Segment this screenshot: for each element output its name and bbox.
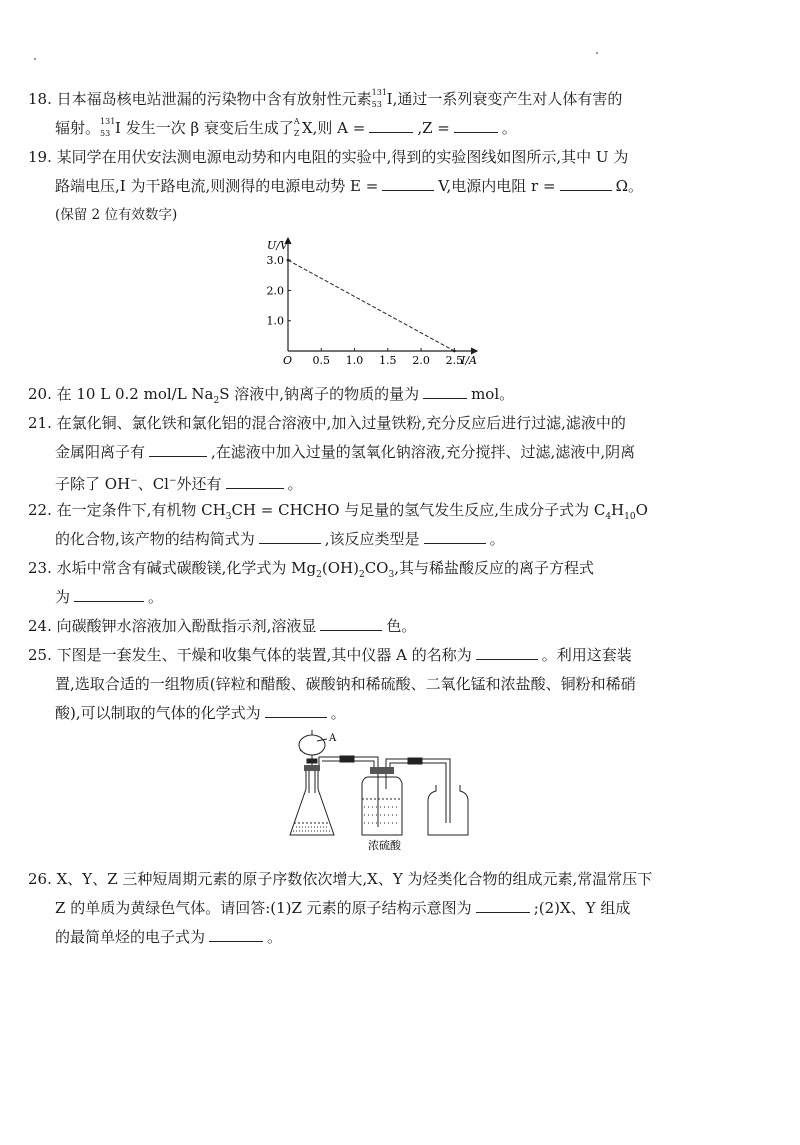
question-25-line-1: 25. 下图是一套发生、干燥和收集气体的装置,其中仪器 A 的名称为 。利用这套装 (28, 646, 632, 664)
answer-blank-emf[interactable] (382, 176, 434, 191)
origin-label: O (283, 354, 293, 367)
question-21-line-2: 金属阳离子有 ,在滤液中加入过量的氢氧化钠溶液,充分搅拌、过滤,滤液中,阴离 (55, 443, 636, 461)
collecting-bottle (428, 785, 468, 835)
x-axis-label: I/A (461, 354, 477, 367)
x-tick-label: 2.0 (412, 354, 430, 367)
y-tick-label: 2.0 (266, 284, 284, 298)
connecting-tube-1 (319, 756, 378, 767)
answer-blank-cations[interactable] (149, 442, 207, 457)
question-19-line-1: 19. 某同学在用伏安法测电源电动势和内电阻的实验中,得到的实验图线如图所示,其中 U 为 (28, 148, 629, 166)
answer-blank-sodium[interactable] (423, 384, 467, 399)
question-25-line-3: 酸),可以制取的气体的化学式为 。 (55, 704, 346, 722)
answer-blank-resistance[interactable] (560, 176, 612, 191)
question-22-line-1: 22. 在一定条件下,有机物 $CH_3CH$ = CHCHO 与足量的氢气发生反应,生成分子式为 $C_4H_{10}O$ (28, 501, 648, 522)
x-notation: A Z (293, 117, 300, 138)
x-tick-label: 2.5 (445, 354, 464, 367)
question-21-line-1: 21. 在氯化铜、氯化铁和氯化铝的混合溶液中,加入过量铁粉,充分反应后进行过滤,滤液中的 (28, 414, 626, 432)
answer-blank-gas[interactable] (265, 703, 327, 718)
answer-blank-structure[interactable] (259, 529, 321, 544)
answer-blank-ionic-equation[interactable] (74, 587, 144, 602)
answer-blank-reaction-type[interactable] (424, 529, 486, 544)
answer-blank-atomic-structure[interactable] (476, 898, 530, 913)
answer-blank-z[interactable] (454, 118, 498, 133)
u-i-chart (255, 232, 495, 372)
x-tick-label: 1.5 (379, 354, 397, 367)
u-i-line (288, 260, 454, 351)
conical-flask (290, 765, 334, 835)
question-24: 24. 向碳酸钾水溶液加入酚酞指示剂,溶液显 色。 (28, 617, 417, 635)
y-axis-label: U/V (267, 239, 288, 252)
scan-speck (596, 52, 598, 54)
question-25-line-2: 置,选取合适的一组物质(锌粒和醋酸、碳酸钠和稀硫酸、二氧化锰和浓盐酸、铜粉和稀硝 (55, 675, 636, 693)
isotope-notation: 131 53 (371, 88, 387, 109)
question-23-line-2: 为 。 (55, 588, 164, 606)
question-21-line-3: 子除了 OH−、Cl−外还有 。 (55, 475, 303, 493)
answer-blank-color[interactable] (320, 616, 382, 631)
question-19-line-3: (保留 2 位有效数字) (55, 207, 178, 223)
answer-blank-electron-formula[interactable] (209, 927, 263, 942)
label-a: A (329, 733, 337, 744)
question-26-line-1: 26. X、Y、Z 三种短周期元素的原子序数依次增大,X、Y 为烃类化合物的组成元素,常温常压下 (28, 870, 653, 888)
gas-apparatus-diagram (282, 727, 482, 857)
isotope-notation: 131 53 (100, 117, 116, 138)
y-tick-label: 1.0 (266, 314, 284, 328)
connecting-tube-2 (386, 758, 450, 823)
answer-blank-anions[interactable] (226, 474, 284, 489)
question-20: 20. 在 10 L 0.2 mol/L $Na_2S$ 溶液中,钠离子的物质的量为 mol。 (28, 385, 515, 406)
question-23-line-1: 23. 水垢中常含有碱式碳酸镁,化学式为 $Mg_2(OH)_2CO_3$,其与稀盐酸反应的离子方程式 (28, 559, 594, 580)
x-tick-label: 1.0 (345, 354, 364, 367)
scan-speck (34, 58, 36, 60)
x-tick-label: 0.5 (312, 354, 331, 367)
question-18-line-1: 18. 日本福岛核电站泄漏的污染物中含有放射性元素 131 53 I,通过一系列衰变产生对人体有害的 (28, 88, 623, 109)
y-tick-label: 3.0 (266, 254, 284, 268)
u-i-endpoint (453, 350, 456, 353)
wash-bottle (362, 767, 402, 835)
question-26-line-3: 的最简单烃的电子式为 。 (55, 928, 283, 946)
question-22-line-2: 的化合物,该产物的结构简式为 ,该反应类型是 。 (55, 530, 505, 548)
u-i-endpoint (287, 259, 290, 262)
answer-blank-instrument[interactable] (476, 645, 538, 660)
question-18-line-2: 辐射。 131 53 I 发生一次 β 衰变后生成了 A Z X,则 A = ,Z = 。 (55, 117, 517, 138)
question-19-line-2: 路端电压,I 为干路电流,则测得的电源电动势 E = V,电源内电阻 r = Ω。 (55, 177, 643, 195)
answer-blank-a[interactable] (369, 118, 413, 133)
label-concentrated-sulfuric-acid: 浓硫酸 (368, 839, 401, 852)
question-26-line-2: Z 的单质为黄绿色气体。请回答:(1)Z 元素的原子结构示意图为 ;(2)X、Y 组成 (55, 899, 631, 917)
